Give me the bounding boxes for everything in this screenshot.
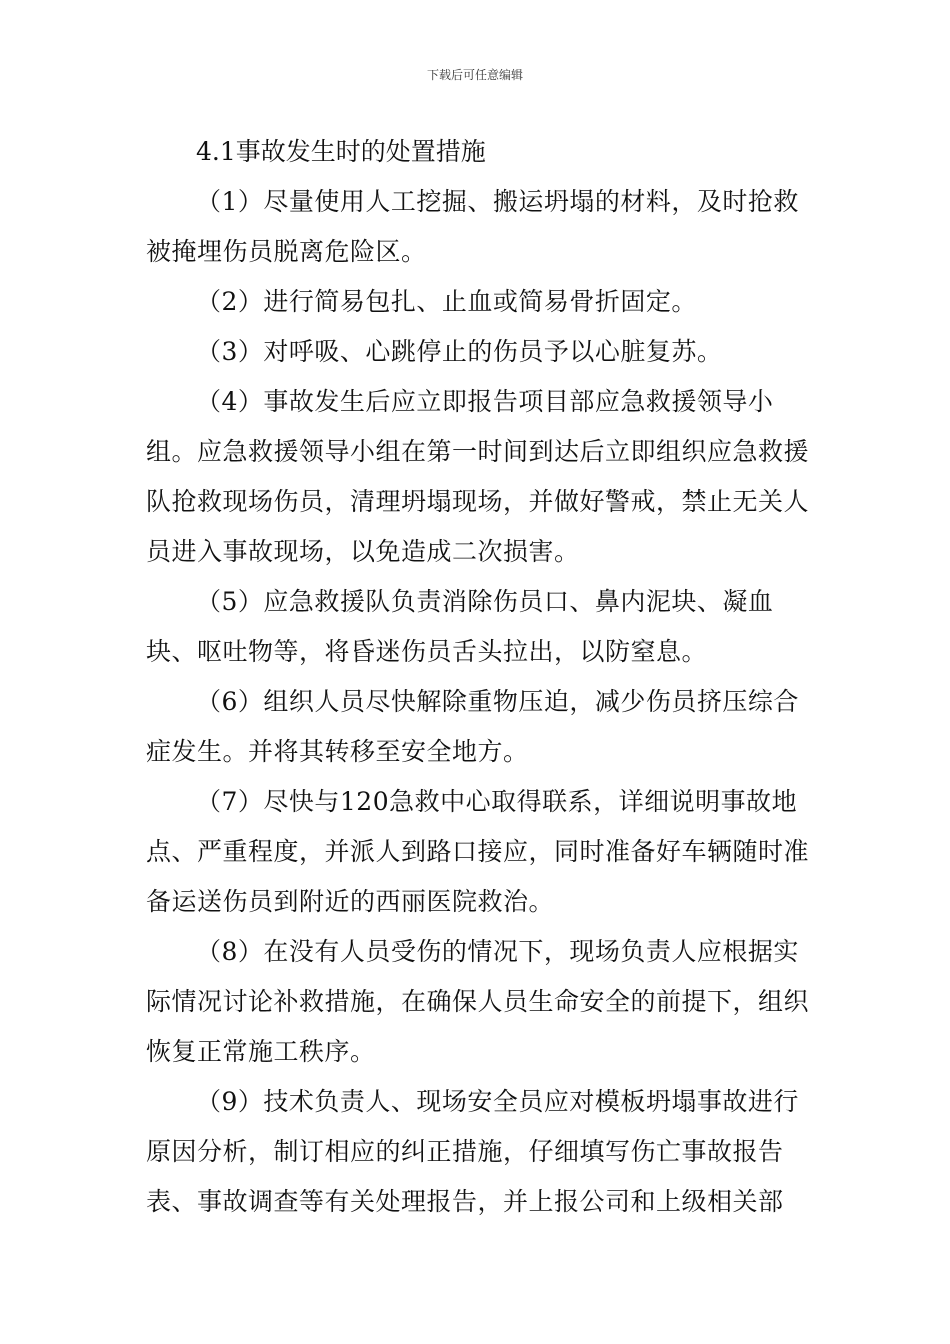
paragraph-9: （9）技术负责人、现场安全员应对模板坍塌事故进行原因分析，制订相应的纠正措施，仔细填写伤亡事故报告表、事故调查等有关处理报告，并上报公司和上级相关部 xyxy=(146,1087,799,1216)
paragraph-2: （2）进行简易包扎、止血或简易骨折固定。 xyxy=(196,287,697,316)
paragraph-8: （8）在没有人员受伤的情况下，现场负责人应根据实际情况讨论补救措施，在确保人员生命安全的前提下，组织恢复正常施工秩序。 xyxy=(146,937,810,1066)
paragraph-6: （6）组织人员尽快解除重物压迫，减少伤员挤压综合症发生。并将其转移至安全地方。 xyxy=(146,687,799,766)
paragraph-7: （7）尽快与120急救中心取得联系，详细说明事故地点、严重程度，并派人到路口接应，同时准备好车辆随时准备运送伤员到附近的西丽医院救治。 xyxy=(146,787,810,916)
document-body xyxy=(146,127,816,1227)
section-heading: 4.1事故发生时的处置措施 xyxy=(196,137,486,166)
paragraph-1: （1）尽量使用人工挖掘、搬运坍塌的材料，及时抢救被掩埋伤员脱离危险区。 xyxy=(146,187,799,266)
header-note: 下载后可任意编辑 xyxy=(426,68,523,82)
paragraph-3: （3）对呼吸、心跳停止的伤员予以心脏复苏。 xyxy=(196,337,723,366)
paragraph-5: （5）应急救援队负责消除伤员口、鼻内泥块、凝血块、呕吐物等，将昏迷伤员舌头拉出，以防窒息。 xyxy=(146,587,774,666)
paragraph-4: （4）事故发生后应立即报告项目部应急救援领导小组。应急救援领导小组在第一时间到达后立即组织应急救援队抢救现场伤员，清理坍塌现场，并做好警戒，禁止无关人员进入事故现场，以免造成二次损害。 xyxy=(146,387,810,566)
